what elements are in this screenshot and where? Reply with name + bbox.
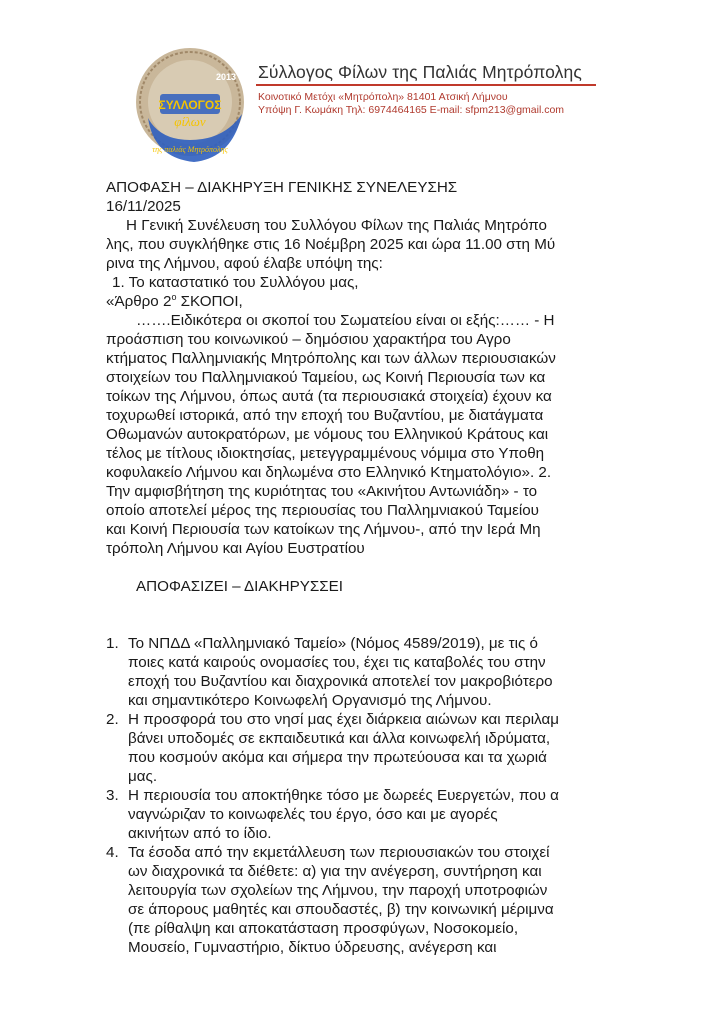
text-line: εποχή του Βυζαντίου και διαχρονικά αποτελεί τον μακροβιότερο xyxy=(128,673,553,690)
text-line: ναγνώριζαν το κοινωφελές του έργο, όσο και με αγορές xyxy=(128,806,498,823)
document-heading: ΑΠΟΦΑΣΗ – ΔΙΑΚΗΡΥΞΗ ΓΕΝΙΚΗΣ ΣΥΝΕΛΕΥΣΗΣ xyxy=(106,179,458,196)
text-line: ποιες κατά καιρούς ονομασίες του, έχει τις καταβολές του στην xyxy=(128,654,546,671)
logo-year: 2013 xyxy=(215,72,237,82)
text-line: Η προσφορά του στο νησί μας έχει διάρκεια αιώνων και περιλαμ xyxy=(128,711,560,728)
logo-word-top: ΣΥΛΛΟΓΟΣ xyxy=(158,98,222,112)
text-line: τρόπολη Λήμνου και Αγίου Ευστρατίου xyxy=(106,540,365,557)
address-line: Κοινοτικό Μετόχι «Μητρόπολη» 81401 Ατσική Λήμνου xyxy=(258,91,508,103)
document-body xyxy=(106,178,626,957)
item-number: 2. xyxy=(106,711,119,728)
header-divider xyxy=(256,84,596,86)
text-line: Τα έσοδα από την εκμετάλλευση των περιουσιακών του στοιχεί xyxy=(128,844,550,861)
decision-item xyxy=(106,710,626,786)
text-line: μας. xyxy=(128,768,158,785)
text-line: ων διαχρονικά τα διέθετε: α) για την ανέγερση, συντήρηση και xyxy=(128,863,542,880)
text-line: κοφυλακείο Λήμνου και δηλωμένα στο Ελληνικό Κτηματολόγιο». 2. xyxy=(106,464,552,481)
text-line: ακινήτων από το ίδιο. xyxy=(128,825,272,842)
logo-word-mid: φίλων xyxy=(174,114,206,129)
text-line: …….Ειδικότερα οι σκοποί του Σωματείου είναι οι εξής:…… - Η xyxy=(136,312,555,329)
text-line: Την αμφισβήτηση της κυριότητας του «Ακινήτου Αντωνιάδη» - το xyxy=(106,483,538,500)
text-line: που κοσμούν ακόμα και σήμερα την πρωτεύουσα και τα χωριά xyxy=(128,749,547,766)
decision-item xyxy=(106,634,626,710)
considered-point-1: 1. Το καταστατικό του Συλλόγου μας, xyxy=(112,274,359,291)
text-line: Η περιουσία του αποκτήθηκε τόσο με δωρεές Ευεργετών, που α xyxy=(128,787,559,804)
text-line: κτήματος Παλλημνιακής Μητρόπολης και των άλλων περιουσιακών xyxy=(106,350,556,367)
decision-heading: ΑΠΟΦΑΣΙΖΕΙ – ΔΙΑΚΗΡΥΣΣΕΙ xyxy=(136,578,343,595)
text-line: οποίο αποτελεί μέρος της περιουσίας του Παλλημνιακού Ταμείου xyxy=(106,502,539,519)
text-line: και σημαντικότερο Κοινωφελή Οργανισμό της Λήμνου. xyxy=(128,692,492,709)
article-reference xyxy=(106,292,626,311)
article-quote xyxy=(106,311,626,558)
document-date: 16/11/2025 xyxy=(106,198,181,215)
association-title: Σύλλογος Φίλων της Παλιάς Μητρόπολης xyxy=(258,62,582,82)
decision-list xyxy=(106,634,626,957)
decision-item xyxy=(106,786,626,843)
text-line: (πε ρίθαλψη και αποκατάσταση προσφύγων, Νοσοκομείο, xyxy=(128,920,519,937)
text-line: τέλος με τίτλους ιδιοκτησίας, μετεγγραμμένους νόμιμα στο Υποθη xyxy=(106,445,545,462)
text-line: Η Γενική Συνέλευση του Συλλόγου Φίλων της Παλιάς Μητρόπο xyxy=(126,217,547,234)
association-logo xyxy=(134,40,246,170)
item-number: 4. xyxy=(106,844,119,861)
text-line: και Κοινή Περιουσία των κατοίκων της Λήμνου-, από την Ιερά Μη xyxy=(106,521,541,538)
text-line: Μουσείο, Γυμναστήριο, δίκτυο ύδρευσης, ανέγερση και xyxy=(128,939,497,956)
text-line: σε άπορους μαθητές και σπουδαστές, β) την κοινωνική μέριμνα xyxy=(128,901,554,918)
text-line: λειτουργία των σχολείων της Λήμνου, την παροχή υποτροφιών xyxy=(128,882,548,899)
text-line: Το ΝΠΔΔ «Παλλημνιακό Ταμείο» (Νόμος 4589/2019), με τις ό xyxy=(128,635,538,652)
item-number: 1. xyxy=(106,635,119,652)
decision-item xyxy=(106,843,626,957)
article-prefix: «Άρθρο 2 xyxy=(106,293,172,310)
text-line: προάσπιση του κοινωνικού – δημόσιου χαρακτήρα του Αγρο xyxy=(106,331,511,348)
text-line: στοιχείων του Παλλημνιακού Ταμείου, ως Κοινή Περιουσία των κα xyxy=(106,369,546,386)
article-superscript: ο xyxy=(171,291,177,302)
text-line: λης, που συγκλήθηκε στις 16 Νοέμβρη 2025 και ώρα 11.00 στη Μύ xyxy=(106,236,556,253)
text-line: τοχυρωθεί ιστορικά, από την εποχή του Βυζαντίου, με διατάγματα xyxy=(106,407,544,424)
text-line: τοίκων της Λήμνου, όπως αυτά (τα περιουσιακά στοιχεία) έχουν κα xyxy=(106,388,552,405)
logo-arc-text: της παλιάς Μητρόπολης xyxy=(152,145,228,154)
item-number: 3. xyxy=(106,787,119,804)
article-suffix: ΣΚΟΠΟΙ, xyxy=(176,293,243,310)
association-address xyxy=(258,91,564,117)
text-line: ρινα της Λήμνου, αφού έλαβε υπόψη της: xyxy=(106,255,383,272)
text-line: Οθωμανών αυτοκρατόρων, με νόμους του Ελληνικού Κράτους και xyxy=(106,426,549,443)
contact-line: Υπόψη Γ. Κωμάκη Τηλ: 6974464165 E-mail: sfpm213@gmail.com xyxy=(258,104,565,116)
letterhead xyxy=(134,40,594,170)
text-line: βάνει υποδομές σε εκπαιδευτικά και άλλα κοινωφελή ιδρύματα, xyxy=(128,730,551,747)
intro-paragraph xyxy=(106,216,626,273)
